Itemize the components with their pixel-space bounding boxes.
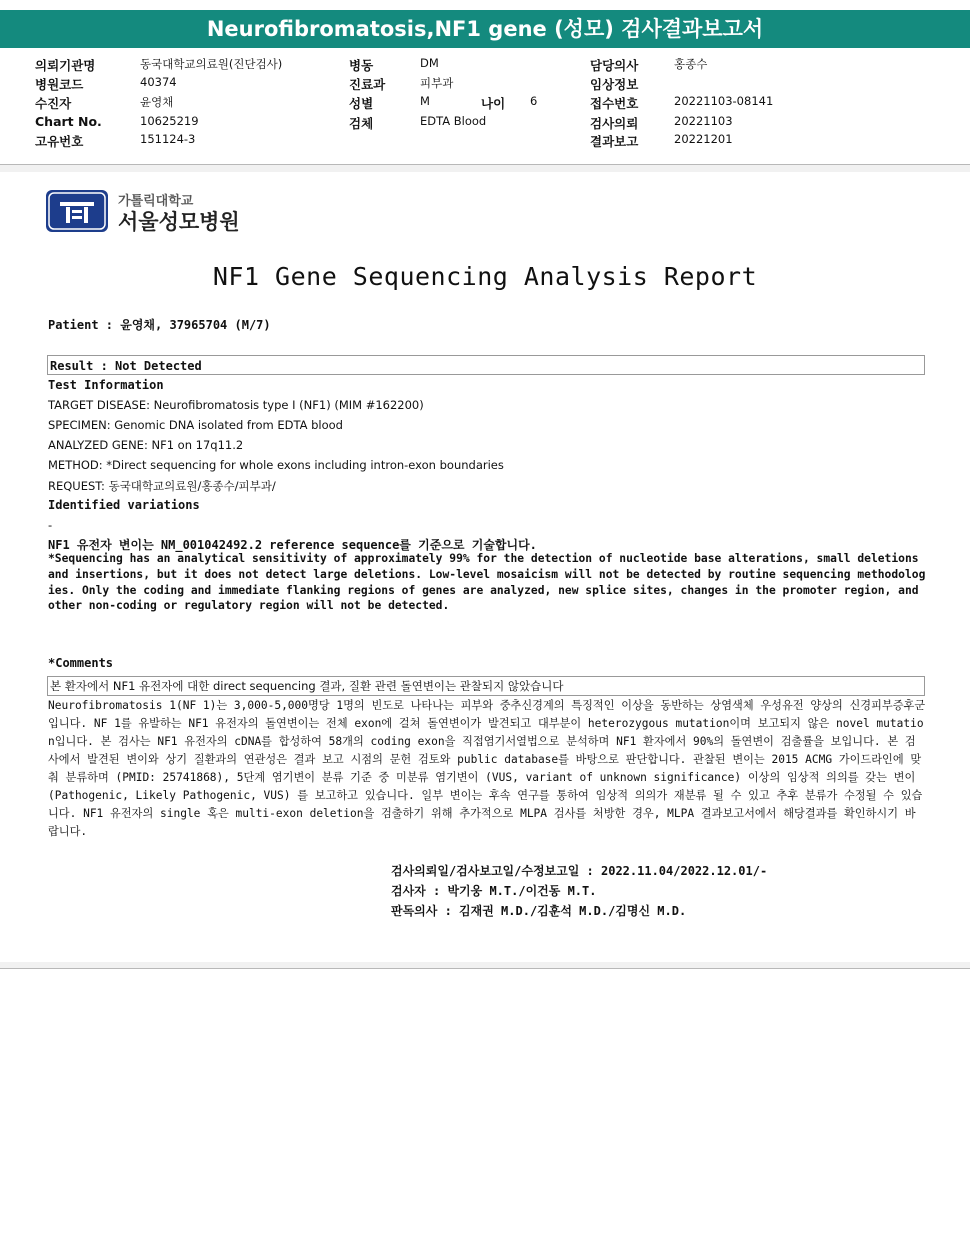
test-info-heading: Test Information — [48, 378, 164, 392]
value-request-date: 20221103 — [674, 114, 733, 128]
variations-heading: Identified variations — [48, 498, 200, 512]
value-hospital-code: 40374 — [140, 75, 177, 89]
label-sex: 성별 — [349, 96, 374, 111]
report-title: NF1 Gene Sequencing Analysis Report — [212, 262, 758, 291]
analyzed-gene: ANALYZED GENE: NF1 on 17q11.2 — [48, 438, 244, 452]
specimen-line: SPECIMEN: Genomic DNA isolated from EDTA blood — [48, 418, 343, 432]
value-institution: 동국대학교의료원(진단검사) — [140, 57, 283, 71]
label-accession: 접수번호 — [590, 96, 639, 111]
label-report-date: 결과보고 — [590, 134, 639, 149]
sensitivity-note: *Sequencing has an analytical sensitivity of approximately 99% for the detection of nucleotide base alterations, small deletions and insertions, but it does not detect large deletions. Low-level mosaicism will not be detected by routine sequencing methodologies. Only the coding and immediate flanking regions of genes are analyzed, new splice sites, changes in the promoter region, and other non-coding or regulatory region will not be detected. — [48, 552, 926, 613]
logo-hospital-text: 서울성모병원 — [118, 210, 240, 234]
label-age: 나이 — [481, 96, 506, 111]
value-report-date: 20221201 — [674, 132, 733, 146]
tester-line: 검사자 : 박기웅 M.T./이건동 M.T. — [391, 884, 597, 898]
value-specimen: EDTA Blood — [420, 114, 487, 128]
reference-sequence-note: NF1 유전자 변이는 NM_001042492.2 reference sequence를 기준으로 기술합니다. — [48, 538, 537, 552]
target-disease: TARGET DISEASE: Neurofibromatosis type I (NF1) (MIM #162200) — [48, 398, 424, 412]
footer-divider — [0, 968, 970, 969]
value-department: 피부과 — [420, 76, 454, 90]
value-doctor: 홍종수 — [674, 57, 708, 71]
label-request-date: 검사의뢰 — [590, 116, 639, 131]
report-dates: 검사의뢰일/검사보고일/수정보고일 : 2022.11.04/2022.12.01/- — [391, 864, 768, 878]
hospital-emblem-icon — [46, 190, 108, 232]
result-box — [47, 355, 925, 375]
value-age: 6 — [530, 94, 538, 108]
result-text: Result : Not Detected — [50, 359, 202, 373]
value-sex: M — [420, 94, 430, 108]
label-specimen: 검체 — [349, 116, 374, 131]
label-hospital-code: 병원코드 — [35, 77, 84, 92]
value-patient-name: 윤영채 — [140, 95, 174, 109]
comments-heading: *Comments — [48, 656, 114, 670]
comment-summary-box — [47, 676, 925, 696]
variations-value: - — [48, 518, 53, 532]
label-institution: 의뢰기관명 — [35, 58, 96, 73]
value-accession: 20221103-08141 — [674, 94, 774, 108]
label-patient-name: 수진자 — [35, 96, 72, 111]
patient-info-panel — [0, 54, 970, 162]
label-ward: 병동 — [349, 58, 374, 73]
logo-university-text: 가톨릭대학교 — [118, 194, 194, 209]
divider-band — [0, 165, 970, 172]
reading-doctor-line: 판독의사 : 김재권 M.D./김훈석 M.D./김명신 M.D. — [391, 904, 687, 918]
value-unique-no: 151124-3 — [140, 132, 196, 146]
method-line: METHOD: *Direct sequencing for whole exons including intron-exon boundaries — [48, 458, 504, 472]
comment-summary-text: 본 환자에서 NF1 유전자에 대한 direct sequencing 결과, 질환 관련 돌연변이는 관찰되지 않았습니다 — [50, 679, 564, 693]
patient-line: Patient : 윤영채, 37965704 (M/7) — [48, 318, 271, 332]
label-clinical-info: 임상정보 — [590, 77, 639, 92]
label-chart-no: Chart No. — [35, 114, 102, 129]
request-line: REQUEST: 동국대학교의료원/홍종수/피부과/ — [48, 479, 276, 493]
report-header-title: Neurofibromatosis,NF1 gene (성모) 검사결과보고서 — [0, 10, 970, 48]
value-ward: DM — [420, 56, 439, 70]
value-chart-no: 10625219 — [140, 114, 199, 128]
label-doctor: 담당의사 — [590, 58, 639, 73]
hospital-logo — [46, 188, 246, 236]
label-unique-no: 고유번호 — [35, 134, 84, 149]
comment-body: Neurofibromatosis 1(NF 1)는 3,000-5,000명당 1명의 빈도로 나타나는 피부와 중추신경계의 특징적인 이상을 동반하는 상염색체 우성유전 양상의 신경피부증후군입니다. NF 1를 유발하는 NF1 유전자의 돌연변이는 전체 exon에 걸쳐 돌연변이가 발견되고 대부분이 heterozygous mutation이며 보고되지 않은 novel mutation입니다. 본 검사는 NF1 유전자의 cDNA를 합성하여 58개의 coding exon을 직접염기서열법으로 분석하며 NF1 환자에서 90%의 돌연변이 검출률을 보입니다. 본 검사에서 발견된 변이와 상기 질환과의 연관성은 결과 보고 시점의 문헌 검토와 public database를 바탕으로 판단합니다. 관찰된 변이는 2015 ACMG 가이드라인에 맞춰 분류하며 (PMID: 25741868), 5단계 염기변이 분류 기준 중 미분류 염기변이 (VUS, variant of unknown significance) 이상의 임상적 의의를 갖는 변이 (Pathogenic, Likely Pathogenic, VUS) 를 보고하고 있습니다. 일부 변이는 후속 연구를 통하여 임상적 의의가 재분류 될 수 있고 추후 분류가 수정될 수 있습니다. NF1 유전자의 single 혹은 multi-exon deletion을 검출하기 위해 추가적으로 MLPA 검사를 처방한 경우, MLPA 결과보고서에서 해당결과를 확인하시기 바랍니다. — [48, 699, 926, 838]
label-department: 진료과 — [349, 77, 386, 92]
